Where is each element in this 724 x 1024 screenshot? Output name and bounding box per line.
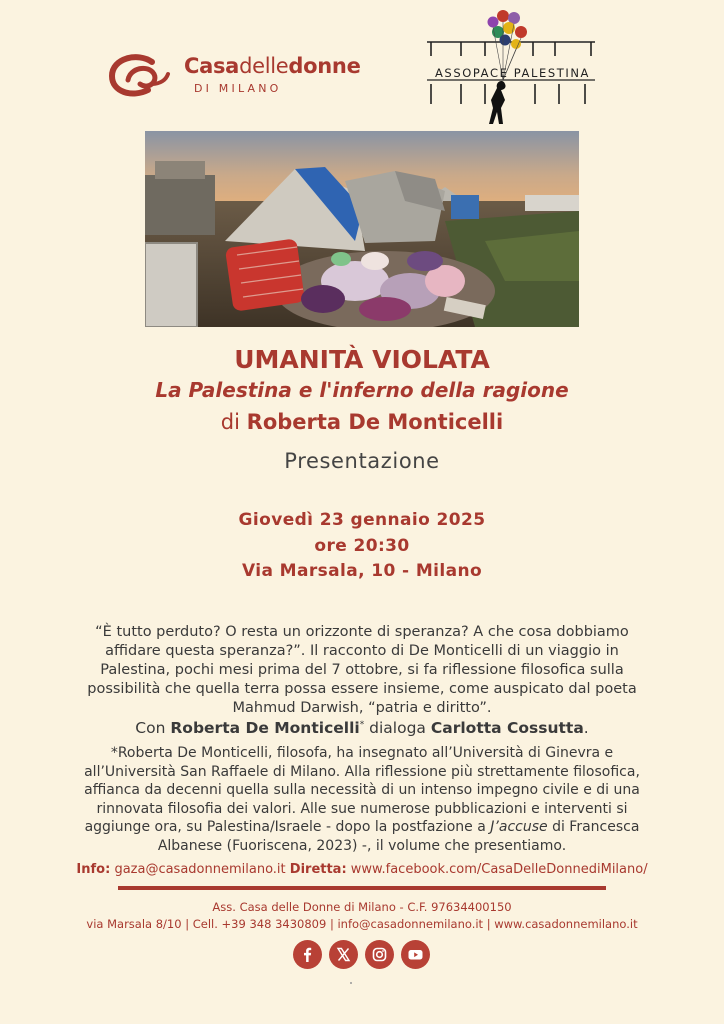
casa-delle-donne-city: DI MILANO (194, 82, 282, 95)
casa-delle-donne-name: Casadelledonne (184, 54, 361, 78)
casa-delle-donne-mark-icon (108, 54, 172, 98)
book-subtitle: La Palestina e l'inferno della ragione (155, 378, 569, 402)
author-bio: *Roberta De Monticelli, filosofa, ha insegnato all’Università di Ginevra e all’Università San Raffaele di Milano. Alla riflessione più strettamente filosofica, affianca da decenni quella sulla necessità di un intenso impegno civile e di una rinnovata filosofia dei valori. Alle sue numerose pubblicazioni e interventi si aggiunge ora, su Palestina/Israele - dopo la postfazione a J’accuse di Francesca Albanese (Fuoriscena, 2023) -, il volume che presentiamo. (84, 745, 640, 854)
dialogue-line: Con Roberta De Monticelli* dialoga Carlotta Cossutta. (135, 719, 589, 737)
x-icon[interactable] (329, 940, 358, 969)
info-email-link[interactable]: gaza@casadonnemilano.it (114, 862, 286, 877)
event-time: ore 20:30 (314, 536, 410, 556)
youtube-icon[interactable] (401, 940, 430, 969)
book-author: di Roberta De Monticelli (220, 410, 504, 434)
footer-dot (350, 982, 352, 984)
tent-camp-photo (145, 131, 579, 327)
event-kind: Presentazione (284, 449, 440, 473)
event-date: Giovedì 23 gennaio 2025 (238, 510, 486, 530)
facebook-live-link[interactable]: www.facebook.com/CasaDelleDonnediMilano/ (350, 862, 648, 877)
assopace-palestina-logo (425, 8, 600, 133)
divider (118, 886, 606, 890)
book-title: UMANITÀ VIOLATA (234, 345, 490, 374)
info-line: Info: gaza@casadonnemilano.it Diretta: www.facebook.com/CasaDelleDonnediMilano/ (76, 862, 648, 877)
assopace-palestina-text: ASSOPACE PALESTINA (434, 66, 591, 80)
casa-delle-donne-logo (108, 52, 361, 100)
book-description: “È tutto perduto? O resta un orizzonte di speranza? A che cosa dobbiamo affidare questa speranza?”. Il racconto di De Monticelli di un viaggio in Palestina, pochi mesi prima del 7 ottobre, si fa riflessione filosofica sulla possibilità che quella terra possa essere insieme, come auspicato dal poeta Mahmud Darwish, “patria e diritto”. (87, 624, 637, 716)
instagram-icon[interactable] (365, 940, 394, 969)
facebook-icon[interactable] (293, 940, 322, 969)
social-links (293, 940, 433, 970)
footer-association: Ass. Casa delle Donne di Milano - C.F. 97634400150 (212, 900, 512, 914)
footer-contacts: via Marsala 8/10 | Cell. +39 348 3430809 | info@casadonnemilano.it | www.casadonnemilano.it (86, 917, 638, 931)
event-place: Via Marsala, 10 - Milano (241, 561, 483, 581)
